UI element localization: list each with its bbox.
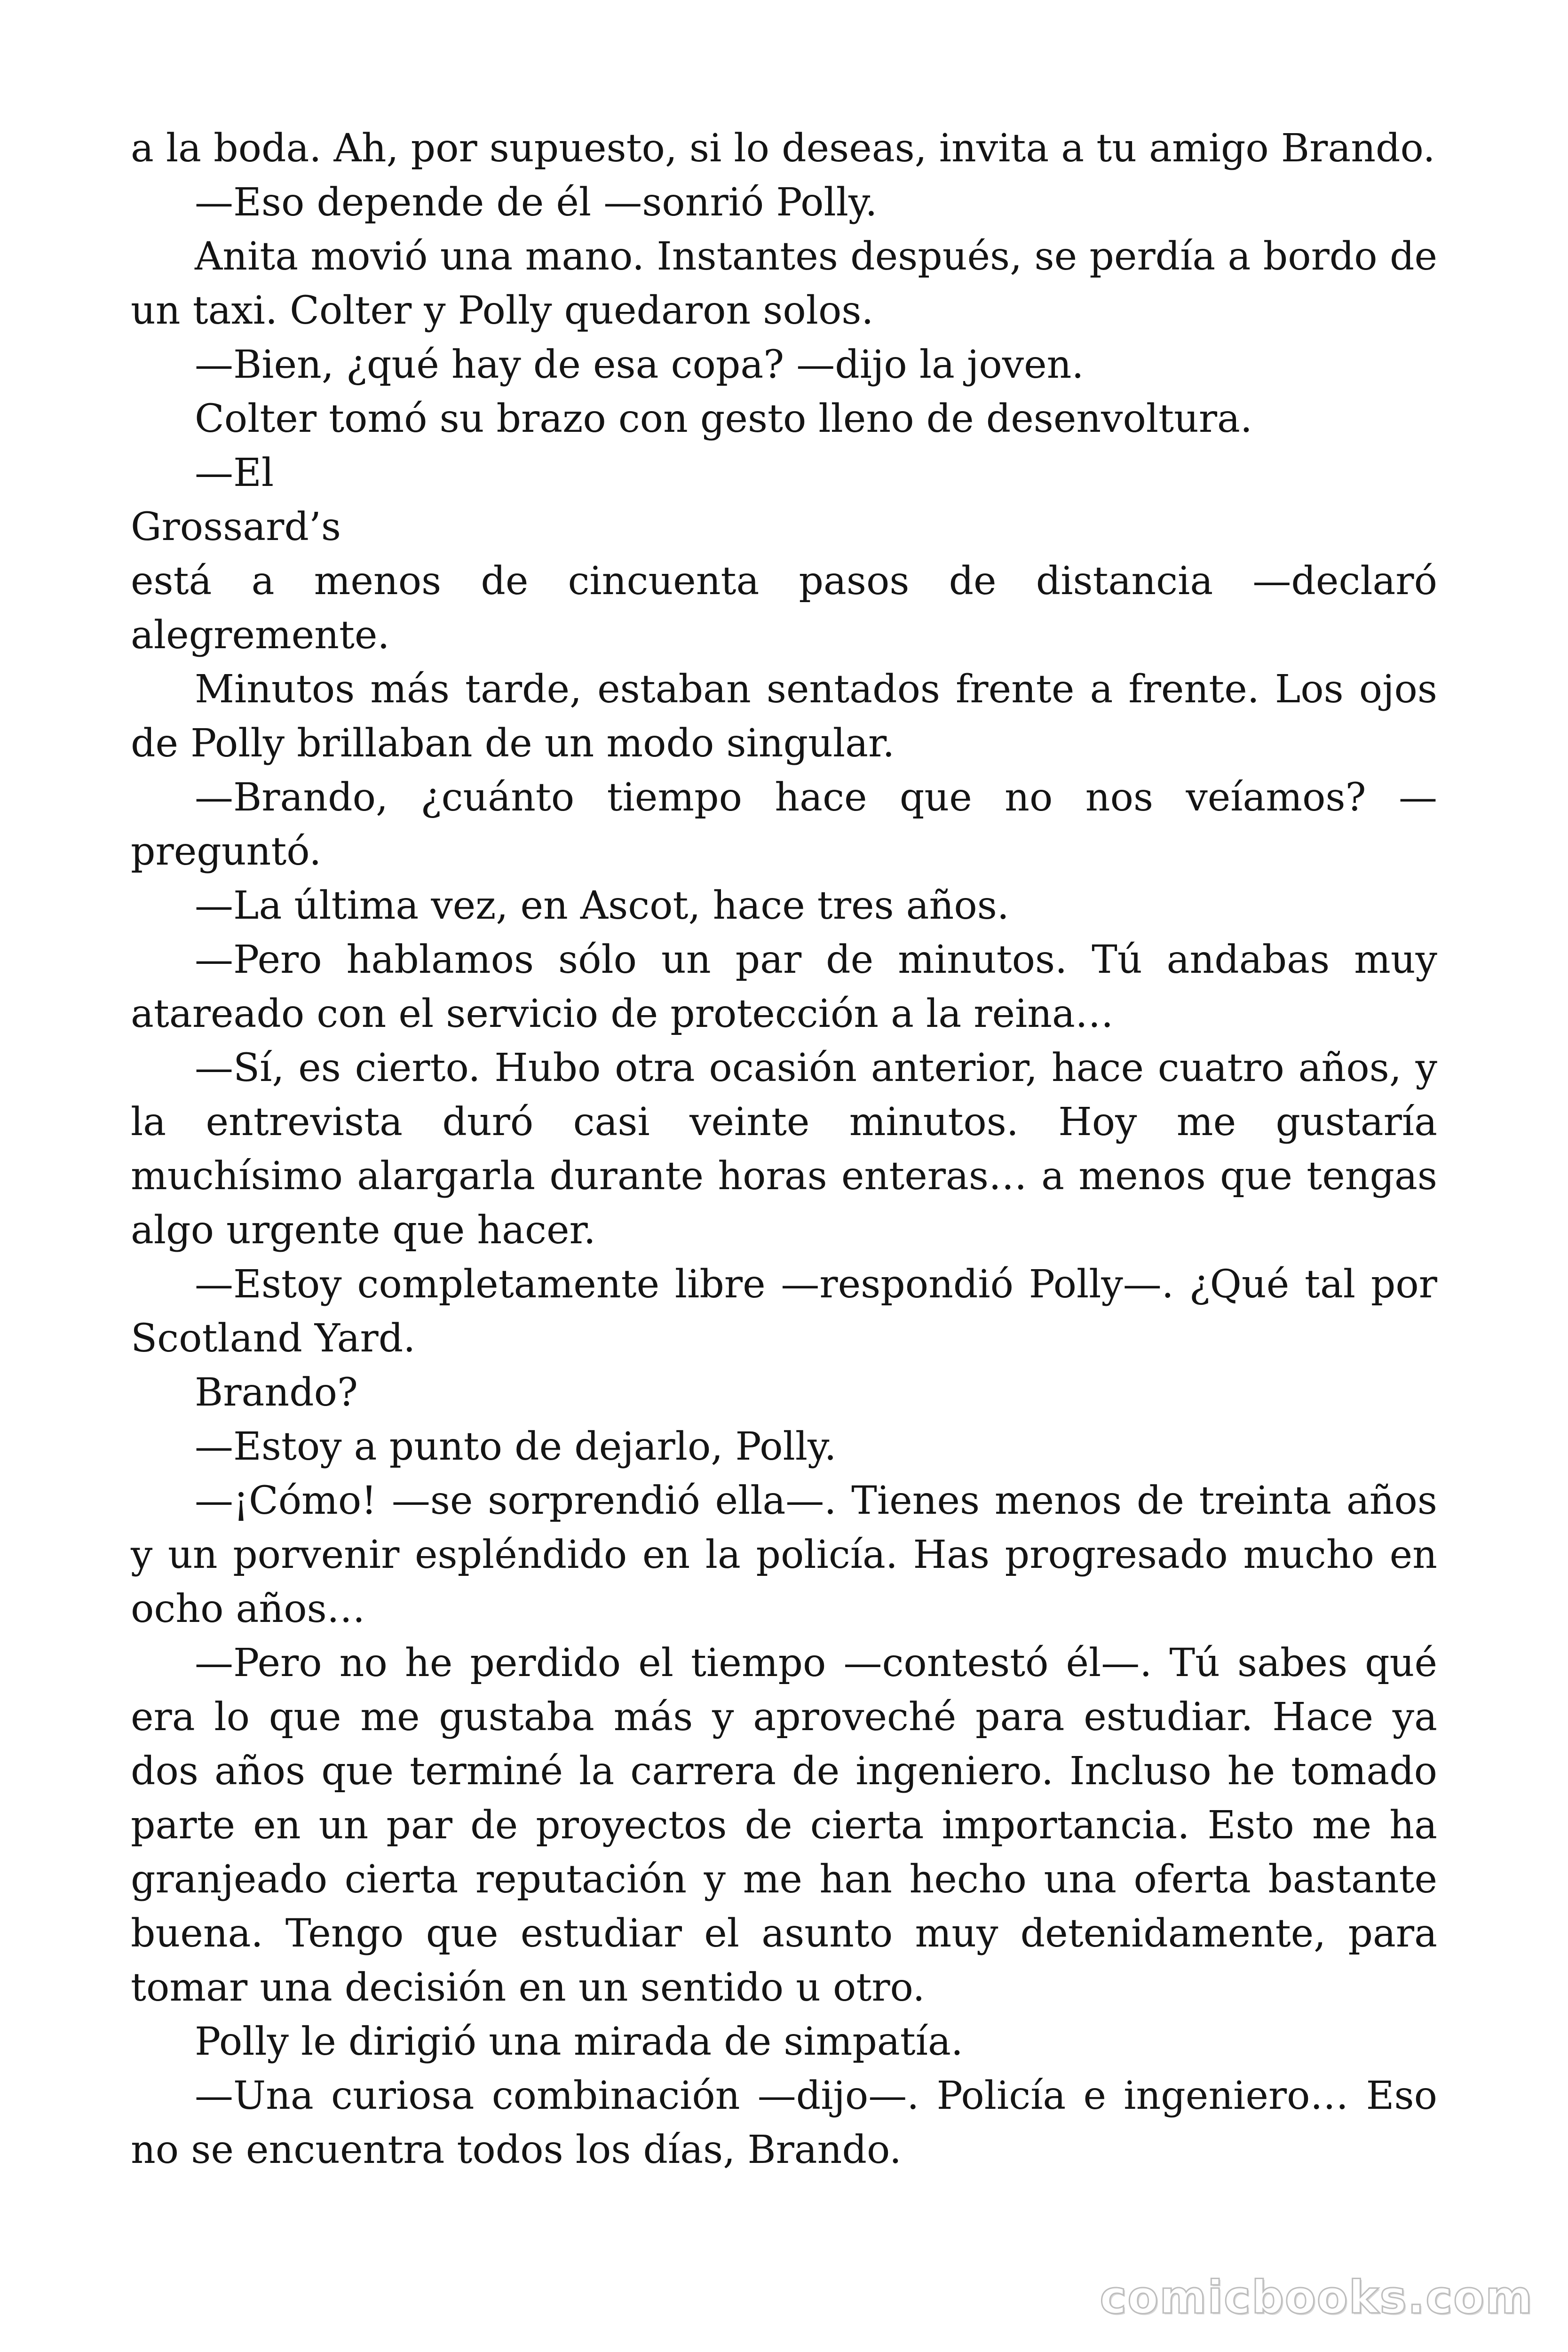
paragraph: Minutos más tarde, estaban sentados frente a frente. Los ojos de Polly brillaban de un modo singular. [131, 667, 1437, 766]
paragraph: —Estoy a punto de dejarlo, Polly. [195, 1424, 837, 1469]
paragraph: —Estoy completamente libre —respondió Polly—. ¿Qué tal por Scotland Yard. [131, 1262, 1437, 1361]
paragraph: —El [195, 451, 274, 495]
paragraph: —Una curiosa combinación —dijo—. Policía e ingeniero… Eso no se encuentra todos los días, Brando. [131, 2074, 1437, 2172]
paragraph: Polly le dirigió una mirada de simpatía. [195, 2019, 963, 2064]
paragraph: —Eso depende de él —sonrió Polly. [195, 180, 878, 225]
paragraph: —Brando, ¿cuánto tiempo hace que no nos veíamos? —preguntó. [131, 775, 1437, 874]
paragraph: —Pero no he perdido el tiempo —contestó él—. Tú sabes qué era lo que me gustaba más y aproveché para estudiar. Hace ya dos años que terminé la carrera de ingeniero. Incluso he tomado parte en un par de proyectos de cierta importancia. Esto me ha granjeado cierta reputación y me han hecho una oferta bastante buena. Tengo que estudiar el asunto muy detenidamente, para tomar una decisión en un sentido u otro. [131, 1641, 1437, 2010]
paragraph: Grossard’s [131, 505, 341, 549]
paragraph: —¡Cómo! —se sorprendió ella—. Tienes menos de treinta años y un porvenir espléndido en la policía. Has progresado mucho en ocho años… [131, 1478, 1437, 1631]
paragraph: Anita movió una mano. Instantes después, se perdía a bordo de un taxi. Colter y Polly quedaron solos. [131, 234, 1437, 333]
paragraph: está a menos de cincuenta pasos de distancia —declaró alegremente. [131, 559, 1437, 658]
paragraph: —Sí, es cierto. Hubo otra ocasión anterior, hace cuatro años, y la entrevista duró casi veinte minutos. Hoy me gustaría muchísimo alargarla durante horas enteras… a menos que tengas algo urgente que hacer. [131, 1046, 1437, 1253]
paragraph: a la boda. Ah, por supuesto, si lo deseas, invita a tu amigo Brando. [131, 126, 1435, 171]
paragraph: Colter tomó su brazo con gesto lleno de desenvoltura. [195, 397, 1252, 441]
paragraph: —La última vez, en Ascot, hace tres años. [195, 883, 1009, 928]
paragraph: —Bien, ¿qué hay de esa copa? —dijo la joven. [195, 342, 1084, 387]
body-text [131, 121, 1437, 2177]
watermark: comicbooks.com [1100, 2271, 1533, 2324]
paragraph: Brando? [195, 1370, 358, 1415]
paragraph: —Pero hablamos sólo un par de minutos. Tú andabas muy atareado con el servicio de protección a la reina… [131, 938, 1437, 1036]
